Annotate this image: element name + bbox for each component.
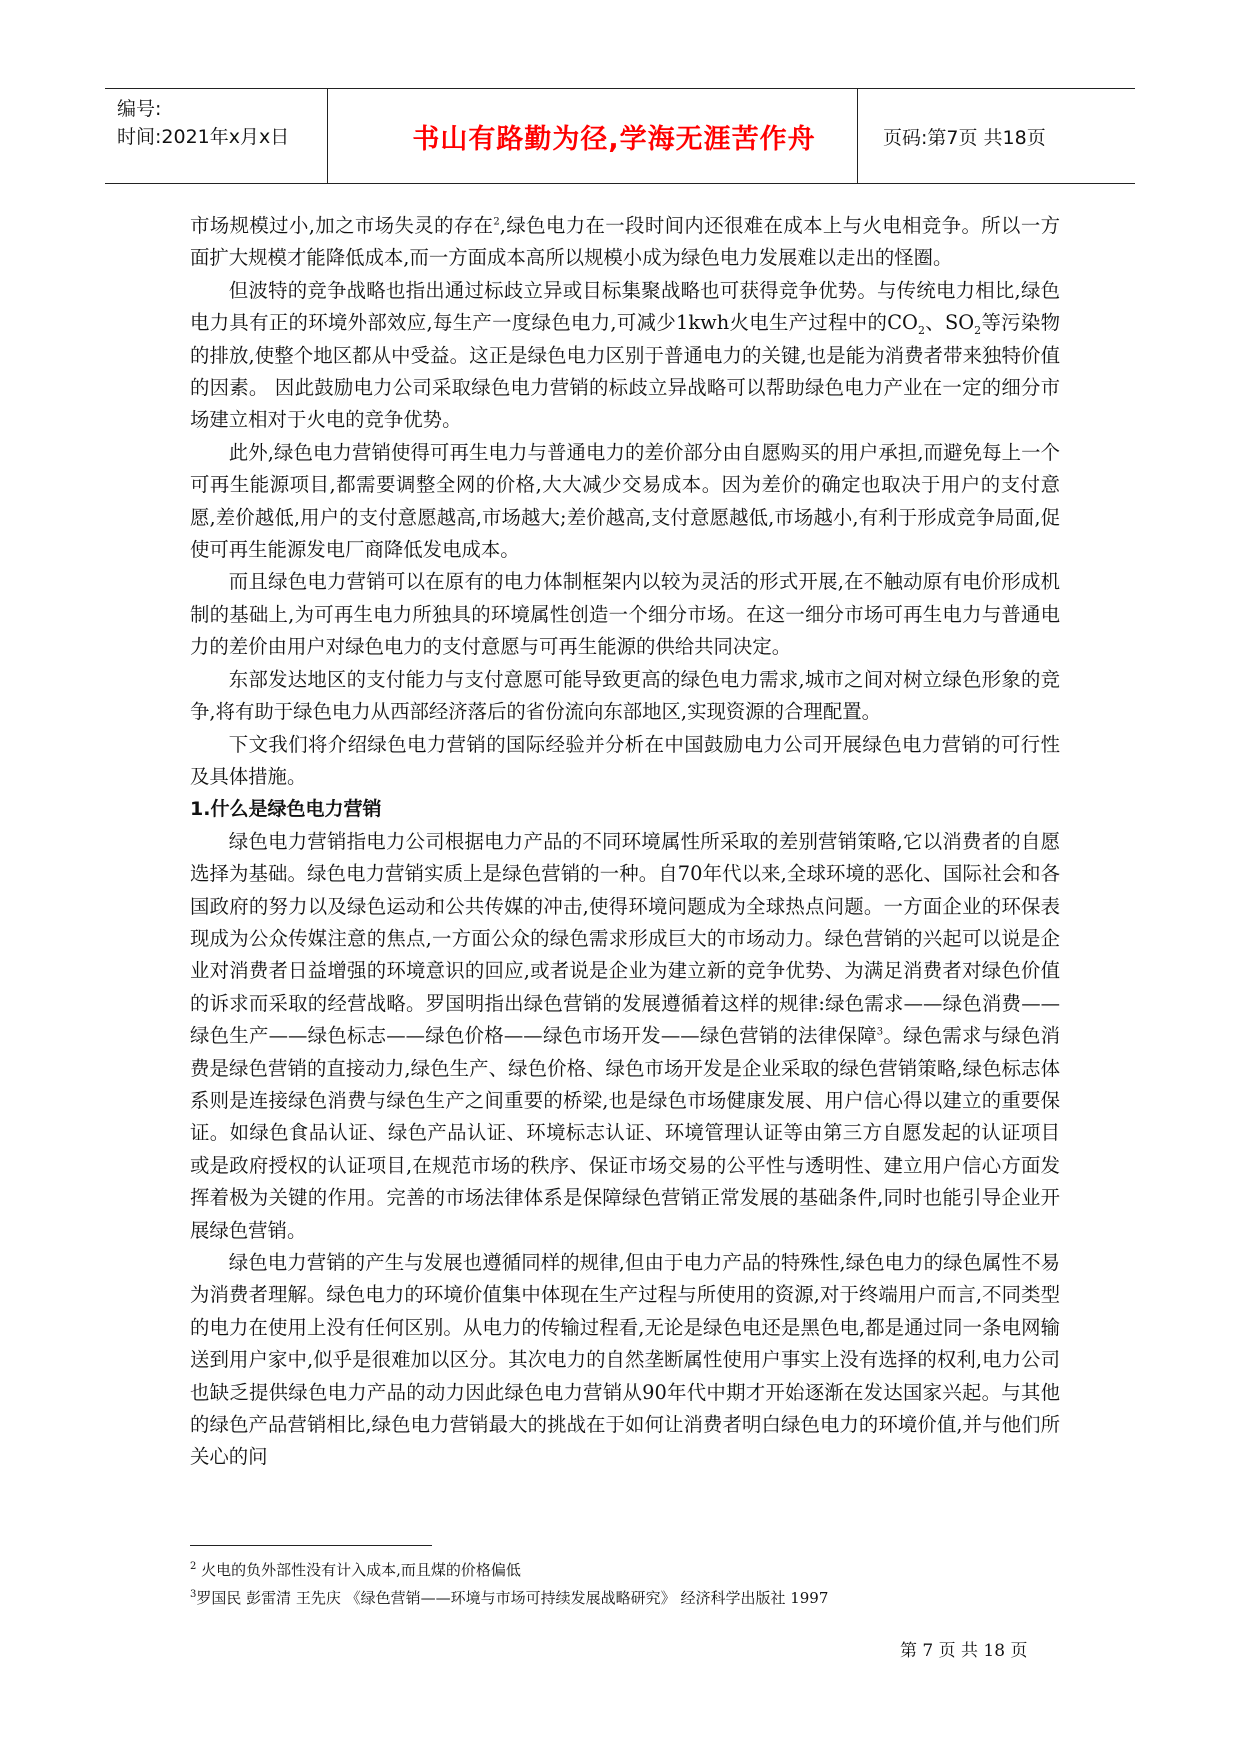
document-number-label: 编号: xyxy=(117,98,162,120)
paragraph-1: 市场规模过小,加之市场失灵的存在$^2$,绿色电力在一段时间内还很难在成本上与火电相竞争。所以一方面扩大规模才能降低成本,而一方面成本高所以规模小成为绿色电力发展难以走出的怪圈。 xyxy=(190,214,1060,270)
section-heading: 1.什么是绿色电力营销 xyxy=(190,798,382,821)
header-divider-left xyxy=(327,89,328,183)
footnote-separator xyxy=(190,1545,432,1546)
header-meta xyxy=(117,95,367,151)
paragraph-4: 而且绿色电力营销可以在原有的电力体制框架内以较为灵活的形式开展,在不触动原有电价形成机制的基础上,为可再生电力所独具的环境属性创造一个细分市场。在这一细分市场可再生电力与普通电力的差价由用户对绿色电力的支付意愿与可再生能源的供给共同决定。 xyxy=(190,570,1060,659)
footnote-ref-2[interactable]: 2 xyxy=(493,216,500,228)
paragraph-5: 东部发达地区的支付能力与支付意愿可能导致更高的绿色电力需求,城市之间对树立绿色形象的竞争,将有助于绿色电力从西部经济落后的省份流向东部地区,实现资源的合理配置。 xyxy=(190,667,1060,724)
footnote-2: $^2$ 火电的负外部性没有计入成本,而且煤的价格偏低 xyxy=(190,1561,521,1579)
paragraph-2: 但波特的竞争战略也指出通过标歧立异或目标集聚战略也可获得竞争优势。与传统电力相比,绿色电力具有正的环境外部效应,每生产一度绿色电力,可减少1kwh火电生产过程中的$CO_2$、$SO_2$等污染物的排放,使整个地区都从中受益。这正是绿色电力区别于普通电力的关键,也是能为消费者带来独特价值的因素。 因此鼓励电力公司采取绿色电力营销的标歧立异战略可以帮助绿色电力产业在一定的细分市场建立相对于火电的竞争优势。 xyxy=(190,278,1060,432)
header-motto: 书山有路勤为径,学海无涯苦作舟 xyxy=(412,123,816,155)
header-divider-right xyxy=(857,89,858,183)
paragraph-6: 下文我们将介绍绿色电力营销的国际经验并分析在中国鼓励电力公司开展绿色电力营销的可行性及具体措施。 xyxy=(190,732,1060,788)
document-time-label: 时间:2021年x月x日 xyxy=(117,126,290,148)
paragraph-8: 绿色电力营销的产生与发展也遵循同样的规律,但由于电力产品的特殊性,绿色电力的绿色属性不易为消费者理解。绿色电力的环境价值集中体现在生产过程与所使用的资源,对于终端用户而言,不同类型的电力在使用上没有任何区别。从电力的传输过程看,无论是绿色电还是黑色电,都是通过同一条电网输送到用户家中,似乎是很难加以区分。其次电力的自然垄断属性使用户事实上没有选择的权利,电力公司也缺乏提供绿色电力产品的动力因此绿色电力营销从90年代中期才开始逐渐在发达国家兴起。与其他的绿色产品营销相比,绿色电力营销最大的挑战在于如何让消费者明白绿色电力的环境价值,并与他们所关心的问 xyxy=(190,1251,1060,1469)
document-body xyxy=(190,210,1060,1474)
page-header xyxy=(105,88,1135,184)
footnote-3: $^3$罗国民 彭雷清 王先庆 《绿色营销——环境与市场可持续发展战略研究》 经济科学出版社 1997 xyxy=(190,1589,829,1607)
footnote-ref-3[interactable]: 3 xyxy=(876,1026,884,1038)
page-footer: 第 7 页 共 18 页 xyxy=(900,1641,1028,1661)
header-page-label: 页码:第7页 共18页 xyxy=(883,126,1046,149)
paragraph-7: 绿色电力营销指电力公司根据电力产品的不同环境属性所采取的差别营销策略,它以消费者的自愿选择为基础。绿色电力营销实质上是绿色营销的一种。自70年代以来,全球环境的恶化、国际社会和各国政府的努力以及绿色运动和公共传媒的冲击,使得环境问题成为全球热点问题。一方面企业的环保表现成为公众传媒注意的焦点,一方面公众的绿色需求形成巨大的市场动力。绿色营销的兴起可以说是企业对消费者日益增强的环境意识的回应,或者说是企业为建立新的竞争优势、为满足消费者对绿色价值的诉求而采取的经营战略。罗国明指出绿色营销的发展遵循着这样的规律:绿色需求——绿色消费——绿色生产——绿色标志——绿色价格——绿色市场开发——绿色营销的法律保障$^3$。绿色需求与绿色消费是绿色营销的直接动力,绿色生产、绿色价格、绿色市场开发是企业采取的绿色营销策略,绿色标志体系则是连接绿色消费与绿色生产之间重要的桥梁,也是绿色市场健康发展、用户信心得以建立的重要保证。如绿色食品认证、绿色产品认证、环境标志认证、环境管理认证等由第三方自愿发起的认证项目或是政府授权的认证项目,在规范市场的秩序、保证市场交易的公平性与透明性、建立用户信心方面发挥着极为关键的作用。完善的市场法律体系是保障绿色营销正常发展的基础条件,同时也能引导企业开展绿色营销。 xyxy=(190,829,1061,1242)
paragraph-3: 此外,绿色电力营销使得可再生电力与普通电力的差价部分由自愿购买的用户承担,而避免每上一个可再生能源项目,都需要调整全网的价格,大大减少交易成本。因为差价的确定也取决于用户的支付意愿,差价越低,用户的支付意愿越高,市场越大;差价越高,支付意愿越低,市场越小,有利于形成竞争局面,促使可再生能源发电厂商降低发电成本。 xyxy=(190,440,1060,562)
footnotes xyxy=(190,1556,1070,1612)
